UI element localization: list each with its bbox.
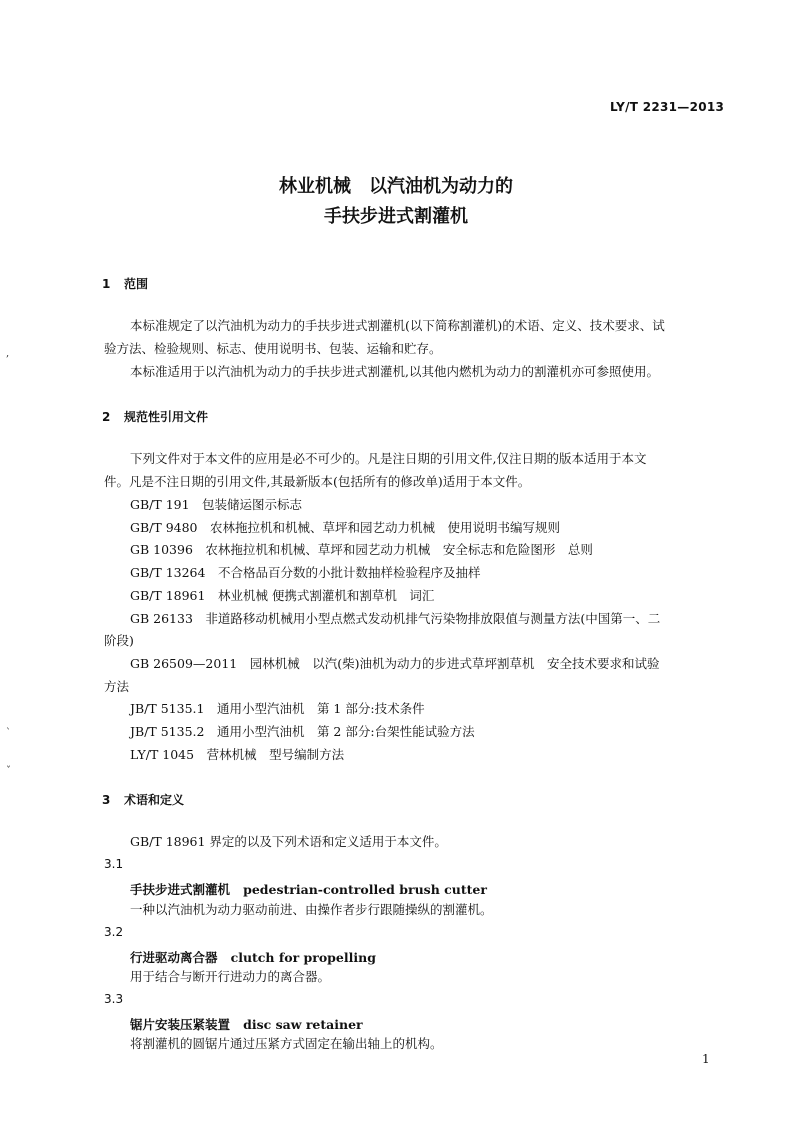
paragraph-line: 验方法、检验规则、标志、使用说明书、包装、运输和贮存。 [104, 341, 442, 356]
term-title [130, 948, 376, 966]
term-chinese: 锯片安装压紧装置 [130, 1017, 231, 1032]
paragraph-line: 件。凡是不注日期的引用文件,其最新版本(包括所有的修改单)适用于本文件。 [104, 474, 531, 489]
reference-item: GB 26509—2011 园林机械 以汽(柴)油机为动力的步进式草坪割草机 安全技术要求和试验 [130, 656, 660, 671]
term-title [130, 880, 487, 898]
reference-item: GB/T 18961 林业机械 便携式割灌机和割草机 词汇 [130, 588, 435, 603]
section-number: 3 [102, 793, 111, 807]
term-english: clutch for propelling [230, 950, 376, 965]
title-line-2: 手扶步进式割灌机 [324, 206, 468, 227]
term-definition: 一种以汽油机为动力驱动前进、由操作者步行跟随操纵的割灌机。 [130, 902, 493, 917]
term-number: 3.2 [104, 925, 124, 939]
document-number: LY/T 2231—2013 [610, 100, 725, 114]
scan-mark: ˇ [6, 766, 11, 777]
section-3-heading [102, 791, 184, 808]
scan-mark: ` [6, 728, 11, 739]
page-number: 1 [702, 1052, 710, 1066]
title-line-1: 林业机械 以汽油机为动力的 [279, 176, 513, 197]
section-2-heading [102, 408, 208, 425]
reference-item: JB/T 5135.2 通用小型汽油机 第 2 部分:台架性能试验方法 [130, 724, 475, 739]
paragraph-line: 下列文件对于本文件的应用是必不可少的。凡是注日期的引用文件,仅注日期的版本适用于本文 [130, 451, 647, 466]
reference-item: GB/T 13264 不合格品百分数的小批计数抽样检验程序及抽样 [130, 565, 481, 580]
reference-item-cont: 方法 [104, 679, 130, 694]
paragraph-line: 本标准适用于以汽油机为动力的手扶步进式割灌机,以其他内燃机为动力的割灌机亦可参照使用。 [130, 364, 659, 379]
reference-item: GB/T 191 包装储运图示标志 [130, 497, 303, 512]
section-title: 术语和定义 [124, 793, 185, 807]
scan-mark: , [6, 348, 10, 359]
term-english: disc saw retainer [243, 1017, 363, 1032]
paragraph-line: GB/T 18961 界定的以及下列术语和定义适用于本文件。 [130, 834, 447, 849]
term-number: 3.1 [104, 857, 124, 871]
term-title [130, 1015, 363, 1033]
term-number: 3.3 [104, 992, 124, 1006]
term-english: pedestrian-controlled brush cutter [243, 882, 487, 897]
reference-item: GB 26133 非道路移动机械用小型点燃式发动机排气污染物排放限值与测量方法(中国第一、二 [130, 611, 661, 626]
term-definition: 用于结合与断开行进动力的离合器。 [130, 969, 331, 984]
term-chinese: 手扶步进式割灌机 [130, 882, 231, 897]
section-title: 范围 [124, 277, 149, 291]
section-number: 2 [102, 410, 111, 424]
reference-item: JB/T 5135.1 通用小型汽油机 第 1 部分:技术条件 [130, 701, 425, 716]
paragraph-line: 本标准规定了以汽油机为动力的手扶步进式割灌机(以下简称割灌机)的术语、定义、技术要求、试 [130, 318, 665, 333]
reference-item-cont: 阶段) [104, 633, 134, 648]
reference-item: LY/T 1045 营林机械 型号编制方法 [130, 747, 345, 762]
reference-item: GB/T 9480 农林拖拉机和机械、草坪和园艺动力机械 使用说明书编写规则 [130, 520, 561, 535]
reference-item: GB 10396 农林拖拉机和机械、草坪和园艺动力机械 安全标志和危险图形 总则 [130, 542, 593, 557]
section-1-heading [102, 275, 148, 292]
term-definition: 将割灌机的圆锯片通过压紧方式固定在输出轴上的机构。 [130, 1036, 443, 1051]
section-number: 1 [102, 277, 111, 291]
term-chinese: 行进驱动离合器 [130, 950, 218, 965]
section-title: 规范性引用文件 [124, 410, 209, 424]
